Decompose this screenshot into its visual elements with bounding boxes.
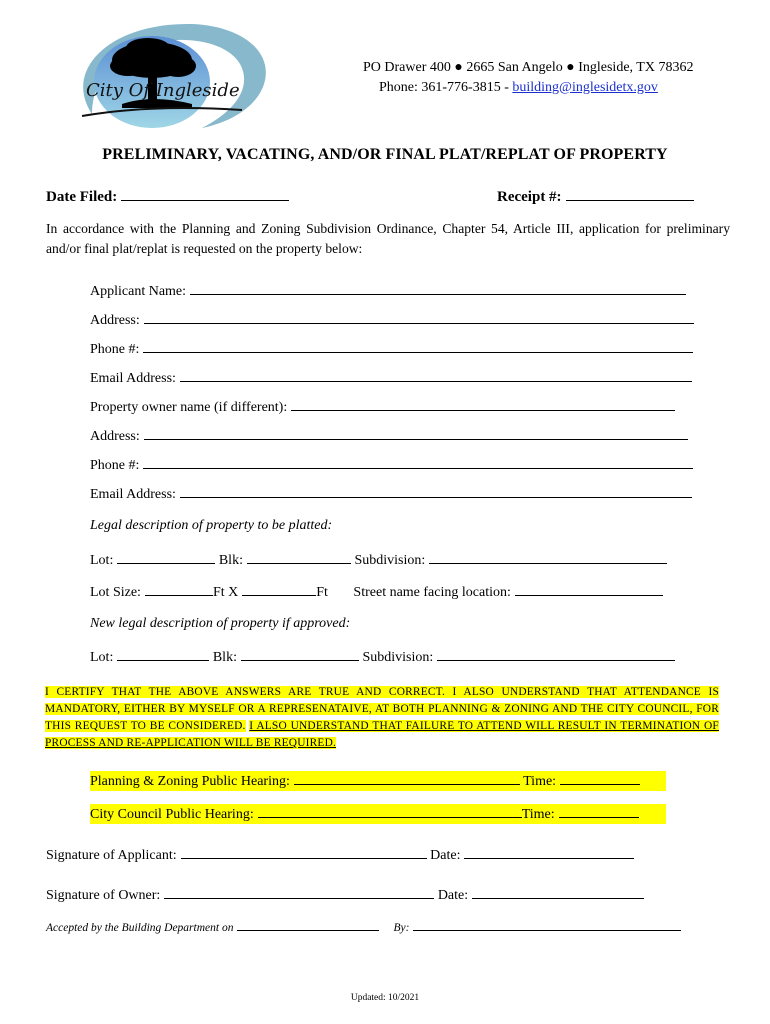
accepted-row xyxy=(46,920,681,934)
applicant-date-line[interactable] xyxy=(464,845,634,859)
owner-date-label: Date: xyxy=(437,888,469,903)
legal-subdivision-label: Subdivision: xyxy=(354,553,426,568)
page-title: PRELIMINARY, VACATING, AND/OR FINAL PLAT/REPLAT OF PROPERTY xyxy=(102,146,668,163)
owner-phone-field[interactable] xyxy=(90,455,693,474)
applicant-email-label: Email Address: xyxy=(90,371,176,386)
new-lot-label: Lot: xyxy=(90,650,114,665)
owner-address-label: Address: xyxy=(90,429,140,444)
owner-signature-row xyxy=(46,885,644,904)
council-time-line[interactable] xyxy=(559,804,639,818)
owner-name-label: Property owner name (if different): xyxy=(90,400,288,415)
applicant-signature-row xyxy=(46,845,634,864)
applicant-name-field[interactable] xyxy=(90,281,686,300)
certify-part1: I CERTIFY THAT THE ABOVE ANSWERS ARE TRUE AND CORRECT. I ALSO UNDERSTAND THAT ATTENDANCE IS MANDATORY, EITHER BY MYSELF OR A REPRESENATAIVE, AT BOTH PLANNING & ZONING AND THE CITY COUNCIL, FOR THIS REQUEST TO BE CONSIDERED. xyxy=(45,686,719,732)
new-legal-heading: New legal description of property if approved: xyxy=(90,616,351,631)
applicant-name-label: Applicant Name: xyxy=(90,284,187,299)
receipt-line[interactable] xyxy=(566,187,694,201)
street-line[interactable] xyxy=(515,582,663,596)
ft-label: Ft xyxy=(316,585,328,600)
legal-lot-line[interactable] xyxy=(117,550,215,564)
owner-date-line[interactable] xyxy=(472,885,644,899)
header-address: PO Drawer 400 ● 2665 San Angelo ● Ingleside, TX 78362 xyxy=(363,60,694,75)
applicant-address-label: Address: xyxy=(90,313,140,328)
pz-hearing-label: Planning & Zoning Public Hearing: xyxy=(90,774,290,789)
applicant-date-label: Date: xyxy=(430,848,461,863)
applicant-signature-label: Signature of Applicant: xyxy=(46,848,177,863)
council-hearing-line[interactable] xyxy=(258,804,522,818)
email-link[interactable]: building@inglesidetx.gov xyxy=(512,80,658,95)
applicant-email-line[interactable] xyxy=(180,368,692,382)
applicant-address-field[interactable] xyxy=(90,310,694,329)
new-blk-line[interactable] xyxy=(241,647,359,661)
lot-size-label: Lot Size: xyxy=(90,585,141,600)
owner-email-label: Email Address: xyxy=(90,487,176,502)
date-filed-field[interactable] xyxy=(46,187,289,206)
owner-email-line[interactable] xyxy=(180,484,692,498)
applicant-address-line[interactable] xyxy=(144,310,694,324)
applicant-name-line[interactable] xyxy=(190,281,686,295)
street-label: Street name facing location: xyxy=(353,585,511,600)
owner-phone-line[interactable] xyxy=(143,455,693,469)
new-lot-line[interactable] xyxy=(117,647,209,661)
owner-phone-label: Phone #: xyxy=(90,458,140,473)
new-legal-lot-row xyxy=(90,647,675,666)
applicant-phone-line[interactable] xyxy=(143,339,693,353)
applicant-phone-field[interactable] xyxy=(90,339,693,358)
legal-blk-label: Blk: xyxy=(218,553,243,568)
legal-lot-row xyxy=(90,550,667,569)
legal-heading: Legal description of property to be platted: xyxy=(90,518,333,533)
lot-size-depth-line[interactable] xyxy=(242,582,316,596)
owner-name-line[interactable] xyxy=(291,397,675,411)
date-filed-line[interactable] xyxy=(121,187,289,201)
pz-hearing-line[interactable] xyxy=(294,771,520,785)
header-phone: Phone: 361-776-3815 - xyxy=(379,80,513,95)
owner-address-field[interactable] xyxy=(90,426,688,445)
date-filed-label: Date Filed: xyxy=(46,189,118,205)
new-blk-label: Blk: xyxy=(212,650,237,665)
legal-lot-label: Lot: xyxy=(90,553,114,568)
owner-signature-label: Signature of Owner: xyxy=(46,888,161,903)
applicant-signature-line[interactable] xyxy=(181,845,427,859)
pz-hearing-field[interactable] xyxy=(90,771,666,791)
council-hearing-field[interactable] xyxy=(90,804,666,824)
council-hearing-label: City Council Public Hearing: xyxy=(90,807,254,822)
accepted-date-line[interactable] xyxy=(237,920,379,931)
ft-x-label: Ft X xyxy=(212,585,239,600)
city-logo xyxy=(52,14,282,134)
header-phone-line xyxy=(379,80,658,96)
intro-paragraph: In accordance with the Planning and Zoning Subdivision Ordinance, Chapter 54, Article III, application for preliminary and/or final plat/replat is requested on the property below: xyxy=(46,221,730,256)
logo-text: City Of Ingleside xyxy=(86,80,240,101)
owner-signature-line[interactable] xyxy=(164,885,434,899)
applicant-phone-label: Phone #: xyxy=(90,342,140,357)
accepted-label: Accepted by the Building Department on xyxy=(46,922,234,934)
council-time-label: Time: xyxy=(521,807,555,822)
legal-subdivision-line[interactable] xyxy=(429,550,667,564)
accepted-by-line[interactable] xyxy=(413,920,681,931)
new-subdivision-line[interactable] xyxy=(437,647,675,661)
legal-blk-line[interactable] xyxy=(247,550,351,564)
new-subdivision-label: Subdivision: xyxy=(362,650,434,665)
pz-time-line[interactable] xyxy=(560,771,640,785)
applicant-email-field[interactable] xyxy=(90,368,692,387)
certification-text xyxy=(45,684,719,752)
lot-size-width-line[interactable] xyxy=(145,582,213,596)
pz-time-label: Time: xyxy=(523,774,557,789)
certify-part2: I ALSO UNDERSTAND THAT FAILURE TO ATTEND WILL RESULT IN TERMINATION OF PROCESS AND RE-APPLICATION WILL BE REQUIRED. xyxy=(45,720,719,749)
receipt-field[interactable] xyxy=(497,187,694,206)
receipt-label: Receipt #: xyxy=(497,189,562,205)
owner-address-line[interactable] xyxy=(144,426,688,440)
owner-name-field[interactable] xyxy=(90,397,675,416)
updated-date: Updated: 10/2021 xyxy=(350,993,420,1003)
accepted-by-label: By: xyxy=(393,922,410,934)
owner-email-field[interactable] xyxy=(90,484,692,503)
lot-size-row xyxy=(90,582,663,601)
